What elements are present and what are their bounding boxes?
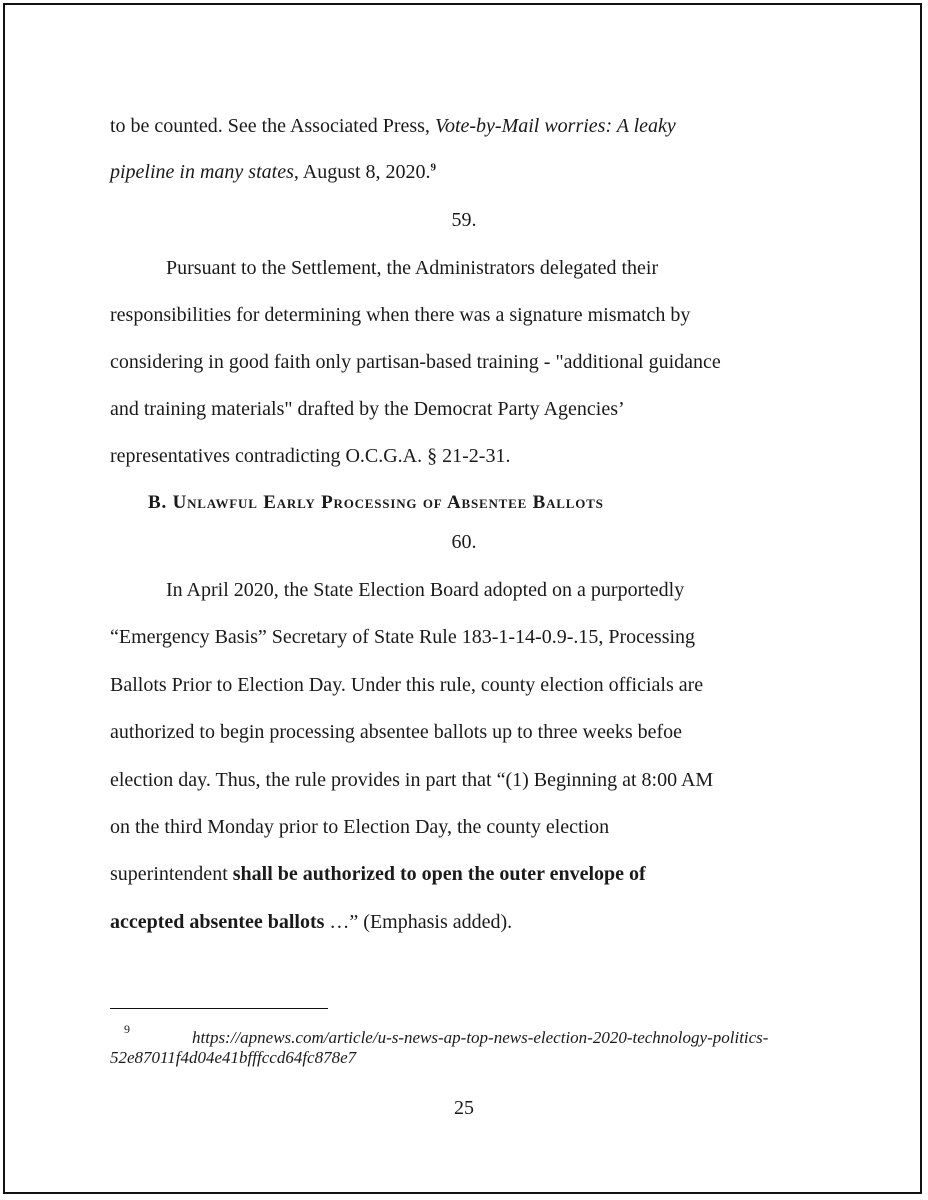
paragraph-3-line: In April 2020, the State Election Board adopted on a purportedly [166,579,685,601]
paragraph-number-60: 60. [451,531,477,553]
paragraph-2-line: Pursuant to the Settlement, the Administrators delegated their [166,257,659,279]
paragraph-2-line: and training materials" drafted by the Democrat Party Agencies’ [110,398,625,420]
paragraph-1-line-1 [110,114,676,138]
footnote-url-line-1[interactable]: https://apnews.com/article/u-s-news-ap-top-news-election-2020-technology-politics- [192,1028,769,1047]
paragraph-1-text: to be counted. See the Associated Press, [110,115,435,137]
paragraph-1-line-2 [110,160,436,184]
paragraph-number-59: 59. [451,209,477,231]
paragraph-3-line-8 [110,910,512,934]
paragraph-3-line-7 [110,862,646,886]
paragraph-1-date: , August 8, 2020. [293,161,431,183]
paragraph-2-line: responsibilities for determining when there was a signature mismatch by [110,304,691,326]
paragraph-3-line: Ballots Prior to Election Day. Under this rule, county election officials are [110,674,704,696]
paragraph-3-line: authorized to begin processing absentee ballots up to three weeks befoe [110,721,683,743]
article-title: Vote-by-Mail worries: A leaky [434,115,676,137]
paragraph-3-text: superintendent [110,863,233,885]
emphasis-note: …” (Emphasis added). [324,911,513,933]
emphasized-quote: shall be authorized to open the outer envelope of [232,863,646,885]
paragraph-3-line: “Emergency Basis” Secretary of State Rule 183-1-14-0.9-.15, Processing [110,626,696,648]
paragraph-3-line: on the third Monday prior to Election Day, the county election [110,816,610,838]
paragraph-2-line: considering in good faith only partisan-based training - "additional guidance [110,351,721,373]
emphasized-quote-continued: accepted absentee ballots [110,911,325,933]
footnote-number: 9 [124,1022,130,1036]
article-title-continued: pipeline in many states [110,161,294,183]
section-heading: B. Unlawful Early Processing of Absentee Ballots [148,492,604,513]
footnote-reference: 9 [430,161,437,174]
page-number: 25 [454,1097,474,1119]
footnote-separator [110,1008,328,1009]
footnote-url-line-2[interactable]: 52e87011f4d04e41bfffccd64fc878e7 [110,1048,357,1067]
paragraph-2-line: representatives contradicting O.C.G.A. § 21-2-31. [110,445,511,467]
paragraph-3-line: election day. Thus, the rule provides in part that “(1) Beginning at 8:00 AM [110,769,714,791]
